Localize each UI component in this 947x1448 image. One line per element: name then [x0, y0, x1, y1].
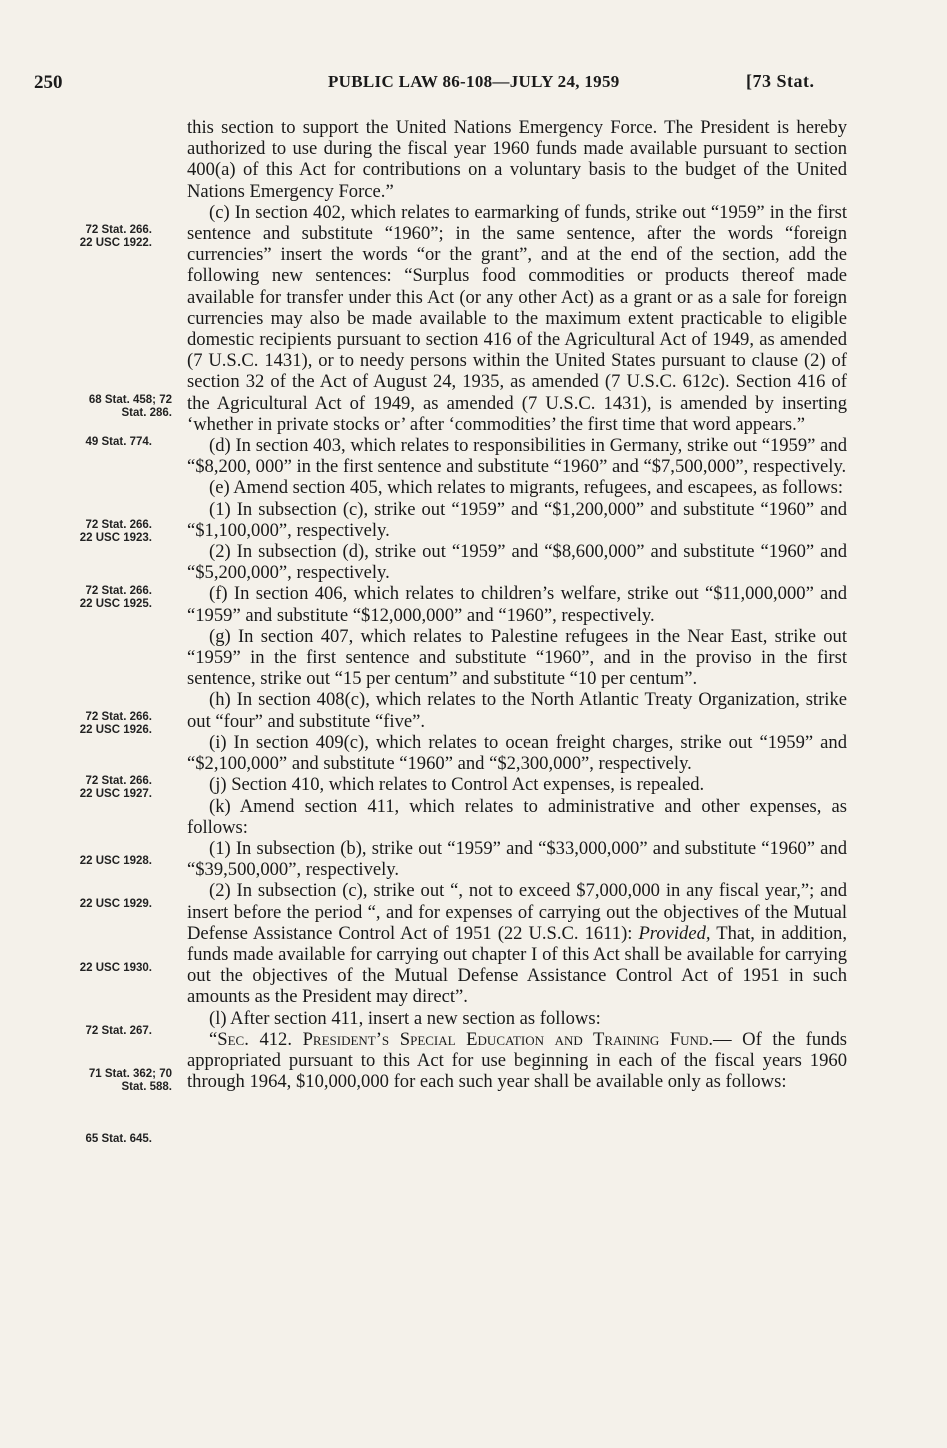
- margin-note: 68 Stat. 458; 72 Stat. 286.: [88, 394, 172, 419]
- paragraph-c: (c) In section 402, which relates to earmarking of funds, strike out “1959” in the first sentence and substitute “1960”; in the same sentence, after the words “foreign currencies” insert the words “or the grant”, and at the end of the section, add the following new sentences: “Surplus food commodities or products thereof made available for transfer under this Act (or any other Act) as a grant or as a sale for foreign currencies may also be made available to the maximum extent practicable to eligible domestic recipients pursuant to section 416 of the Agricultural Act of 1949, as amended (7 U.S.C. 1431), or to needy persons within the United States pursuant to clause (2) of section 32 of the Act of August 24, 1935, as amended (7 U.S.C. 612c). Section 416 of the Agricultural Act of 1949, as amended (7 U.S.C. 1431), is amended by inserting ‘whether in private stocks or’ after ‘commodities’ the first time that word appears.”: [187, 201, 847, 435]
- margin-note: 72 Stat. 266. 22 USC 1923.: [79, 519, 152, 544]
- running-head-title: PUBLIC LAW 86-108—JULY 24, 1959: [328, 72, 620, 91]
- paragraph-d: (d) In section 403, which relates to responsibilities in Germany, strike out “1959” and “$8,200, 000” in the first sentence and substitute “1960” and “$7,500,000”, respectively.: [187, 435, 847, 478]
- paragraph-i: (i) In section 409(c), which relates to ocean freight charges, strike out “1959” and “$2,100,000” and substitute “1960” and “$2,300,000”, respectively.: [187, 731, 847, 775]
- section-412-title: “Sec. 412. President’s Special Education and Training Fund.—: [209, 1028, 732, 1050]
- paragraph-f: (f) In section 406, which relates to children’s welfare, strike out “$11,000,000” and “1959” and substitute “$12,000,000” and “1960”, respectively.: [187, 583, 847, 626]
- paragraph-k: (k) Amend section 411, which relates to administrative and other expenses, as follows:: [187, 795, 847, 838]
- paragraph-k-2-cont: That, in addition, funds made available for carrying out chapter I of this Act shall be available for carrying out the objectives of the Mutual Defense Assistance Control Act of 1951 in such amounts as the President may direct”.: [187, 922, 847, 1008]
- paragraph-e-1: (1) In subsection (c), strike out “1959” and “$1,200,000” and substitute “1960” and “$1,100,000”, respectively.: [187, 498, 847, 541]
- provided-italic: Provided,: [638, 922, 711, 944]
- paragraph-k-2: [187, 880, 847, 1007]
- margin-note: 72 Stat. 266. 22 USC 1925.: [79, 585, 152, 610]
- page-number: 250: [34, 72, 63, 93]
- margin-note: 49 Stat. 774.: [85, 436, 152, 448]
- margin-note: 72 Stat. 266. 22 USC 1927.: [79, 775, 152, 800]
- paragraph: this section to support the United Nations Emergency Force. The President is hereby authorized to use during the fiscal year 1960 funds made available pursuant to section 400(a) of this Act for contributions on a voluntary basis to the budget of the United Nations Emergency Force.”: [187, 117, 847, 202]
- margin-note: 72 Stat. 267.: [85, 1025, 152, 1037]
- paragraph-j: (j) Section 410, which relates to Control Act expenses, is repealed.: [209, 774, 705, 796]
- section-412-text: Of the funds appropriated pursuant to this Act for use beginning in each of the fiscal years 1960 through 1964, $10,000,000 for each such year shall be available only as follows:: [187, 1028, 848, 1093]
- margin-note: 22 USC 1930.: [79, 962, 152, 974]
- margin-note: 22 USC 1928.: [79, 855, 152, 867]
- statute-volume-ref: [73 Stat.: [746, 71, 815, 91]
- statute-text: [187, 117, 847, 1092]
- margin-note: 71 Stat. 362; 70 Stat. 588.: [88, 1068, 172, 1093]
- paragraph-e-2: (2) In subsection (d), strike out “1959” and “$8,600,000” and substitute “1960” and “$5,200,000”, respectively.: [187, 541, 847, 584]
- paragraph-e: (e) Amend section 405, which relates to migrants, refugees, and escapees, as follows:: [209, 477, 844, 499]
- paragraph-l: (l) After section 411, insert a new section as follows:: [209, 1007, 601, 1029]
- margin-note: 22 USC 1929.: [79, 898, 152, 910]
- paragraph-k-1: (1) In subsection (b), strike out “1959” and “$33,000,000” and substitute “1960” and “$39,500,000”, respectively.: [187, 837, 847, 881]
- margin-note: 65 Stat. 645.: [85, 1133, 152, 1145]
- margin-note: 72 Stat. 266. 22 USC 1926.: [79, 711, 152, 736]
- paragraph-k-2-text: (2) In subsection (c), strike out “, not to exceed $7,000,000 in any fiscal year,”; and insert before the period “, and for expenses of carrying out the objectives of the Mutual Defense Assistance Control Act of 1951 (22 U.S.C. 1611):: [187, 880, 847, 944]
- paragraph-g: (g) In section 407, which relates to Palestine refugees in the Near East, strike out “1959” in the first sentence and substitute “1960”, and in the proviso in the first sentence, strike out “15 per centum” and substitute “10 per centum”.: [187, 625, 847, 690]
- margin-note: 72 Stat. 266. 22 USC 1922.: [79, 224, 152, 249]
- section-412-heading: [187, 1029, 847, 1093]
- paragraph-h: (h) In section 408(c), which relates to the North Atlantic Treaty Organization, strike out “four” and substitute “five”.: [187, 689, 847, 732]
